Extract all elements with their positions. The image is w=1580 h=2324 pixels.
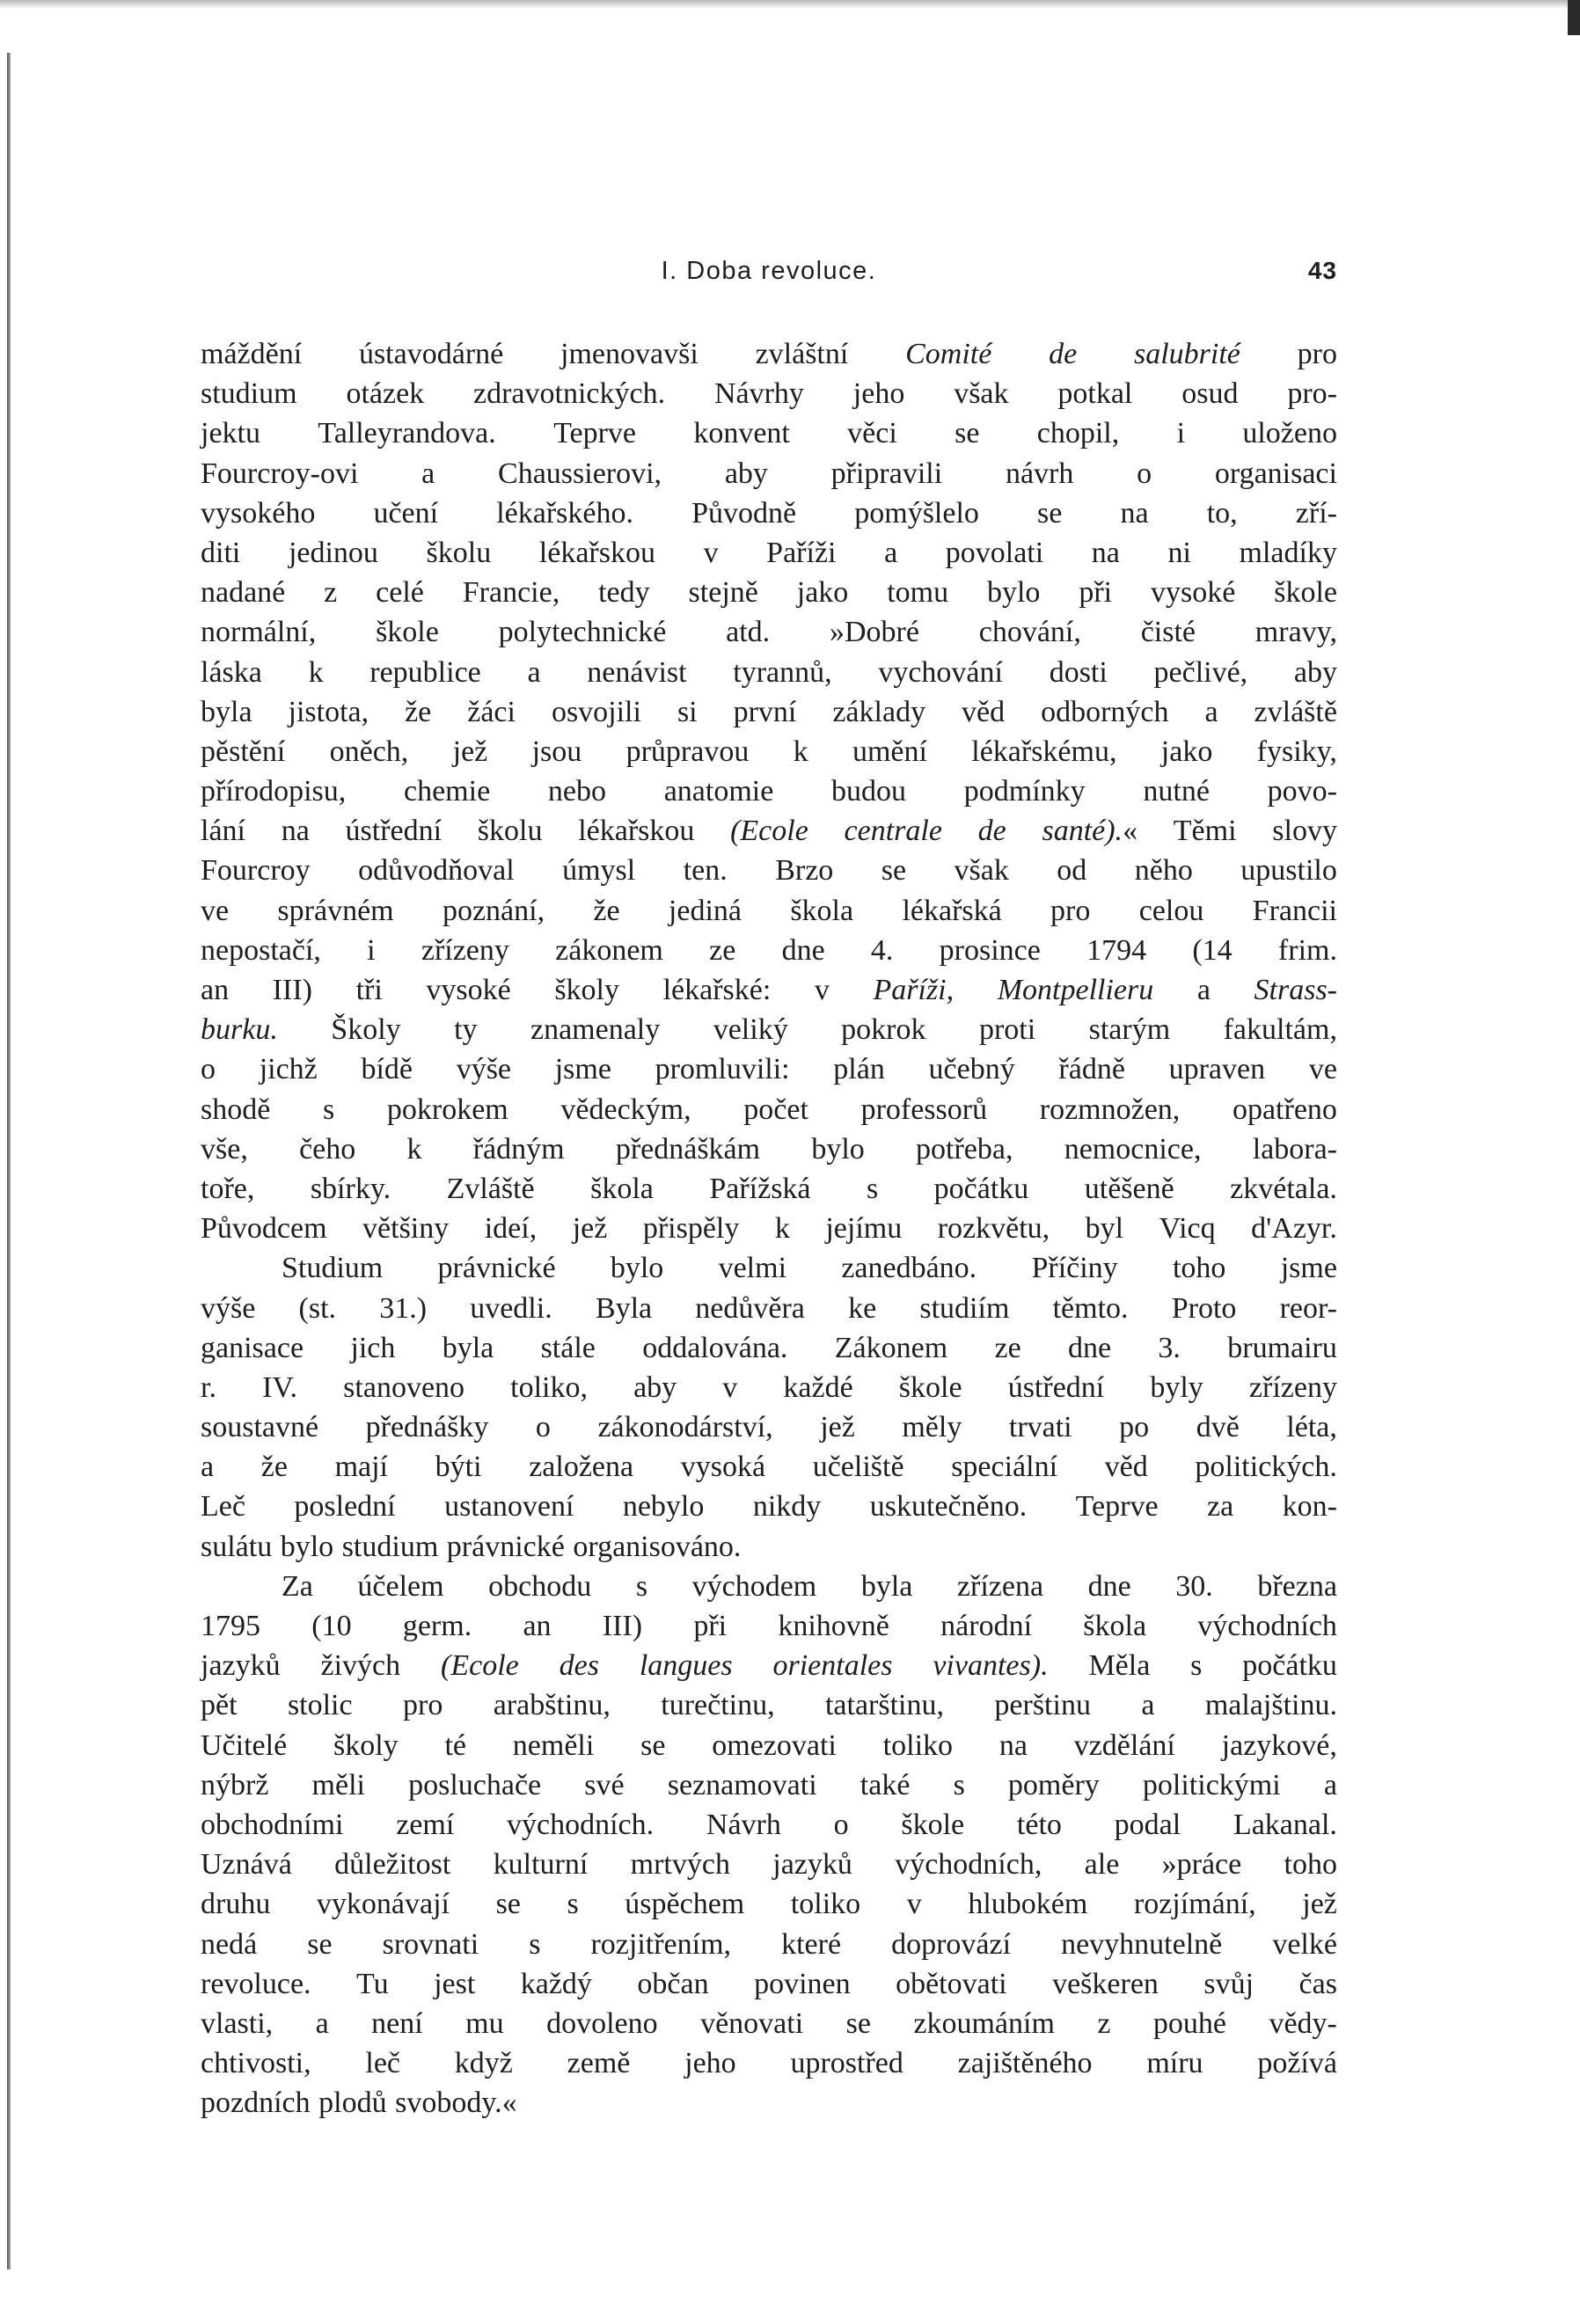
text-line: sulátu bylo studium právnické organisováno. bbox=[201, 1530, 742, 1563]
text-line: shodě s pokrokem vědeckým, počet professorů rozmnožen, opatřeno bbox=[201, 1093, 1337, 1126]
text-line: burku. Školy ty znamenaly veliký pokrok proti starým fakultám, bbox=[201, 1013, 1337, 1047]
scan-top-edge bbox=[0, 0, 1580, 9]
running-header bbox=[201, 257, 1337, 292]
text-line: láska k republice a nenávist tyrannů, vychování dosti pečlivé, aby bbox=[201, 655, 1337, 689]
text-line: jektu Talleyrandova. Teprve konvent věci se chopil, i uloženo bbox=[201, 417, 1337, 450]
text-line: Fourcroy odůvodňoval úmysl ten. Brzo se však od něho upustilo bbox=[201, 854, 1337, 888]
text-line: byla jistota, že žáci osvojili si první základy věd odborných a zvláště bbox=[201, 695, 1337, 728]
scan-left-edge bbox=[7, 53, 11, 2269]
text-line: vše, čeho k řádným přednáškám bylo potřeba, nemocnice, labora- bbox=[201, 1132, 1337, 1166]
text-line: toře, sbírky. Zvláště škola Pařížská s počátku utěšeně zkvétala. bbox=[201, 1172, 1337, 1205]
text-line: revoluce. Tu jest každý občan povinen obětovati veškeren svůj čas bbox=[201, 1967, 1337, 2000]
text-line: Leč poslední ustanovení nebylo nikdy uskutečněno. Teprve za kon- bbox=[201, 1490, 1337, 1524]
text-line: obchodními zemí východních. Návrh o škole této podal Lakanal. bbox=[201, 1808, 1337, 1841]
text-line: r. IV. stanoveno toliko, aby v každé škole ústřední byly zřízeny bbox=[201, 1370, 1337, 1404]
text-line: nedá se srovnati s rozjitřením, které doprovází nevyhnutelně velké bbox=[201, 1927, 1337, 1961]
text-line: chtivosti, leč když země jeho uprostřed zajištěného míru požívá bbox=[201, 2047, 1337, 2080]
text-line: pozdních plodů svobody.« bbox=[201, 2086, 517, 2120]
text-line: druhu vykonávají se s úspěchem toliko v hlubokém rozjímání, jež bbox=[201, 1888, 1337, 1921]
text-line: ganisace jich byla stále oddalována. Zákonem ze dne 3. brumairu bbox=[201, 1331, 1337, 1364]
body-text bbox=[201, 334, 1337, 2123]
text-line: diti jedinou školu lékařskou v Paříži a povolati na ni mladíky bbox=[201, 536, 1337, 569]
text-line: lání na ústřední školu lékařskou (Ecole centrale de santé).« Těmi slovy bbox=[201, 815, 1337, 848]
text-line: výše (st. 31.) uvedli. Byla nedůvěra ke studiím těmto. Proto reor- bbox=[201, 1291, 1337, 1325]
text-line: pěstění oněch, jež jsou průpravou k umění lékařskému, jako fysiky, bbox=[201, 734, 1337, 768]
chapter-title: I. Doba revoluce. bbox=[661, 257, 877, 285]
text-line: vlasti, a není mu dovoleno věnovati se zkoumáním z pouhé vědy- bbox=[201, 2006, 1337, 2040]
text-line: 1795 (10 germ. an III) při knihovně národní škola východních bbox=[201, 1610, 1337, 1642]
text-line: nadané z celé Francie, tedy stejně jako tomu bylo při vysoké škole bbox=[201, 576, 1337, 610]
text-line: normální, škole polytechnické atd. »Dobré chování, čisté mravy, bbox=[201, 616, 1337, 649]
text-line: studium otázek zdravotnických. Návrhy jeho však potkal osud pro- bbox=[201, 377, 1337, 411]
page-number: 43 bbox=[1307, 257, 1337, 284]
scan-corner-mark bbox=[1568, 0, 1580, 35]
text-line: Učitelé školy té neměli se omezovati toliko na vzdělání jazykové, bbox=[201, 1728, 1337, 1762]
text-line: Uznává důležitost kulturní mrtvých jazyků východních, ale »práce toho bbox=[201, 1848, 1337, 1882]
text-line: nýbrž měli posluchače své seznamovati také s poměry politickými a bbox=[201, 1768, 1337, 1801]
text-line: pět stolic pro arabštinu, turečtinu, tatarštinu, perštinu a malajštinu. bbox=[201, 1689, 1337, 1722]
text-line: jazyků živých (Ecole des langues orientales vivantes). Měla s počátku bbox=[201, 1649, 1337, 1683]
text-line: Fourcroy-ovi a Chaussierovi, aby připravili návrh o organisaci bbox=[201, 457, 1337, 490]
text-line: nepostačí, i zřízeny zákonem ze dne 4. prosince 1794 (14 frim. bbox=[201, 933, 1337, 967]
text-line: soustavné přednášky o zákonodárství, jež měly trvati po dvě léta, bbox=[201, 1411, 1337, 1444]
text-line: o jichž bídě výše jsme promluvili: plán učebný řádně upraven ve bbox=[201, 1053, 1337, 1086]
text-line: Studium právnické bylo velmi zanedbáno. Příčiny toho jsme bbox=[282, 1252, 1337, 1285]
text-line: ve správném poznání, že jediná škola lékařská pro celou Francii bbox=[201, 894, 1337, 927]
text-line: an III) tři vysoké školy lékařské: v Paříži, Montpellieru a Strass- bbox=[201, 974, 1337, 1006]
text-line: máždění ústavodárné jmenovavši zvláštní Comité de salubrité pro bbox=[201, 338, 1337, 370]
text-line: Původcem většiny ideí, jež přispěly k jejímu rozkvětu, byl Vicq d'Azyr. bbox=[201, 1212, 1337, 1246]
text-line: a že mají býti založena vysoká učeliště speciální věd politických. bbox=[201, 1451, 1337, 1484]
text-line: přírodopisu, chemie nebo anatomie budou podmínky nutné povo- bbox=[201, 775, 1337, 808]
text-line: vysokého učení lékařského. Původně pomýšlelo se na to, zří- bbox=[201, 496, 1337, 530]
text-line: Za účelem obchodu s východem byla zřízena dne 30. března bbox=[282, 1569, 1337, 1603]
